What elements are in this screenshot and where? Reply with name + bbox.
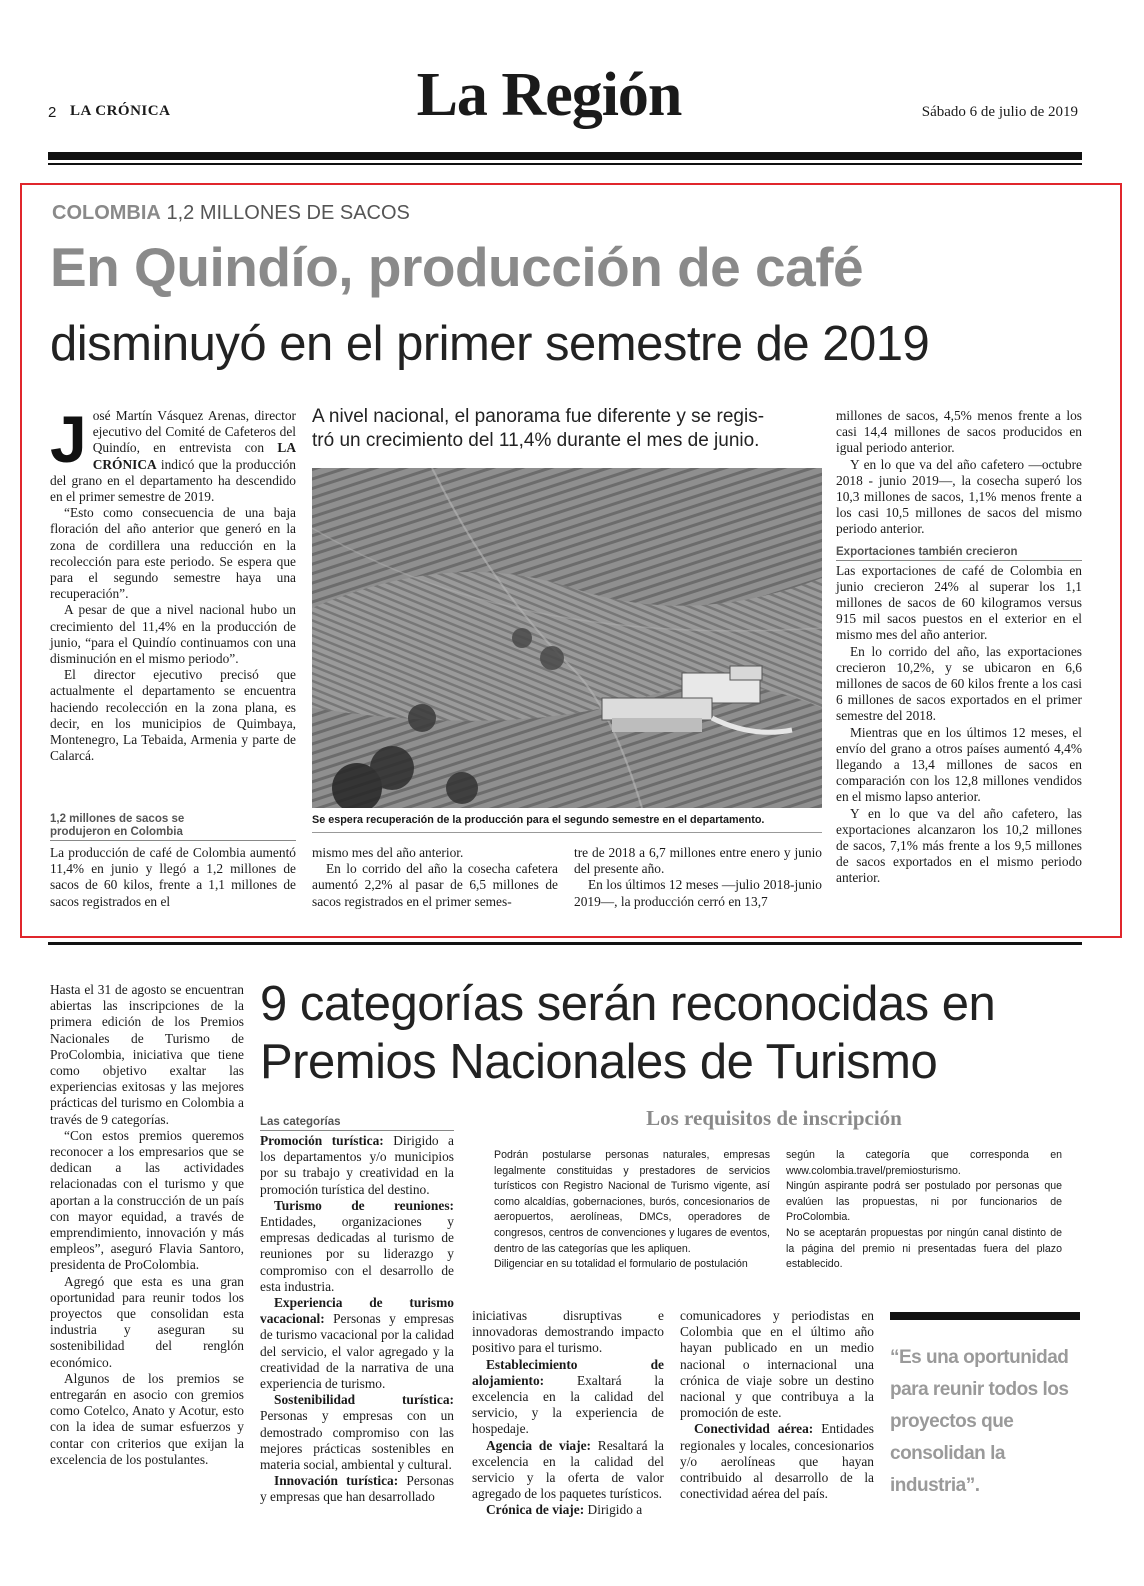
paragraph: tre de 2018 a 6,7 millones entre enero y junio del presente año. xyxy=(574,845,822,877)
category-name: Innovación turística: xyxy=(274,1473,399,1489)
article2-headline-line2: Premios Nacionales de Turismo xyxy=(260,1035,938,1089)
category-name: Sostenibilidad turística: xyxy=(274,1392,454,1408)
article1-col3 xyxy=(574,845,822,910)
header-rule-thin xyxy=(48,163,1082,165)
article2-headline xyxy=(260,975,1080,1091)
category-text: Personas y empresas con un demostrado compromiso con las mejores prácticas sostenibles en materia social, ambiental y cultural. xyxy=(260,1408,454,1473)
categories-title: Las categorías xyxy=(260,1116,454,1131)
category-name: Turismo de reuniones: xyxy=(274,1197,454,1213)
category-name: Agencia de viaje: xyxy=(486,1437,591,1453)
paragraph: mismo mes del año anterior. xyxy=(312,845,464,860)
header-rule-thick xyxy=(48,152,1082,160)
requirement: No se aceptarán propuestas por ningún canal distinto de la página del premio ni presentadas fuera del plazo establecido. xyxy=(786,1226,1062,1271)
article1-col4 xyxy=(836,408,1082,887)
category-name: Crónica de viaje: xyxy=(486,1502,585,1518)
side-quote: “Es una oportunidad para reunir todos los proyectos que consolidan la industria”. xyxy=(890,1347,1069,1496)
issue-date: Sábado 6 de julio de 2019 xyxy=(921,104,1078,120)
paragraph: iniciativas disruptivas e innovadoras demostrando impacto positivo para el turismo. xyxy=(472,1308,664,1356)
coffee-farm-photo xyxy=(312,468,822,808)
subhead-colombia xyxy=(50,813,296,843)
paragraph: El director ejecutivo precisó que actualmente el departamento se encuentra haciendo recolección en la zona plana, es decir, en los municipios de Quimbaya, Montenegro, La Tebaida, Armenia y parte de Calarcá. xyxy=(50,667,296,764)
article1-col2 xyxy=(312,845,558,910)
category-name: Establecimiento de alojamiento: xyxy=(472,1356,664,1388)
pull-quote-line2: tró un crecimiento del 11,4% durante el mes de junio. xyxy=(312,430,760,451)
category-name: Experiencia de turismo vacacional: xyxy=(260,1295,454,1327)
article1-col1 xyxy=(50,402,296,764)
paper-name: LA CRÓNICA xyxy=(70,103,171,119)
pull-quote xyxy=(312,405,822,453)
kicker-bold: COLOMBIA xyxy=(52,202,161,224)
article2-headline-line1: 9 categorías serán reconocidas en xyxy=(260,977,996,1031)
quote-rule xyxy=(890,1312,1080,1320)
subhead-line1: 1,2 millones de sacos se xyxy=(50,813,185,825)
dropcap: J xyxy=(50,402,87,476)
article2-mid-col xyxy=(472,1308,664,1519)
article2-left-col xyxy=(50,982,244,1468)
category-text: Entidades regionales y locales, concesionarios y/o aerolíneas que hayan contribuido al desarrollo de la conectividad aérea del país. xyxy=(680,1421,874,1502)
page-number: 2 xyxy=(48,104,57,121)
paragraph: “Con estos premios queremos reconocer a los empresarios que se dedican a las actividades relacionadas con el turismo y que aportan a la construcción de un país con mayor equidad, a través de emprendimiento, innovación y más empleos”, aseguró Flavia Santoro, presidenta de ProColombia. xyxy=(50,1127,244,1273)
article2-right-col xyxy=(680,1308,874,1502)
article1-kicker xyxy=(52,200,410,226)
lead-text: osé Martín Vásquez Arenas, director ejecutivo del Comité de Cafeteros del Quindío, en entrevista con xyxy=(92,408,296,456)
requirement: Ningún aspirante podrá ser postulado por personas que evalúen las propuestas, ni por funcionarios de ProColombia. xyxy=(786,1180,1062,1224)
article1-col1-bottom xyxy=(50,845,296,910)
pull-quote-line1: A nivel nacional, el panorama fue diferente y se regis- xyxy=(312,406,765,427)
category-text: Entidades, organizaciones y empresas dedicadas al turismo de reuniones por su liderazgo y compromiso con el desarrollo de esta industria. xyxy=(260,1214,454,1294)
paragraph: Y en lo que va del año cafetero —octubre 2018 - junio 2019—, la cosecha superó los 10,3 millones de sacos, 1,1% menos frente a los casi 10,5 millones de sacos del mismo periodo anterior. xyxy=(836,456,1082,537)
article1-headline-bold: En Quindío, producción de café xyxy=(50,236,864,298)
requirement: Diligenciar en su totalidad el formulario de postulación xyxy=(494,1258,748,1271)
paragraph: Las exportaciones de café de Colombia en junio crecieron 24% al superar los 1,1 millones de sacos de 60 kilogramos versus 915 mil sacos puestos en el exterior en el mismo mes del año anterior. xyxy=(836,562,1082,643)
subhead-line2: produjeron en Colombia xyxy=(50,826,183,838)
paragraph: En lo corrido del año la cosecha cafetera aumentó 2,2% al pasar de 6,5 millones de sacos registrados en el primer semes- xyxy=(312,861,558,909)
lead-paper-name: LA CRÓNICA xyxy=(92,440,296,472)
section-title: La Región xyxy=(416,61,682,129)
paragraph: Mientras que en los últimos 12 meses, el envío del grano a otros países aumentó 4,4% llegando a 13,4 millones de sacos en comparación con los 12,8 millones vendidos en el mismo lapso anterior. xyxy=(836,724,1082,805)
category-text: Resaltará la excelencia en la calidad del servicio y la oferta de valor agregado de los paquetes turísticos. xyxy=(472,1437,664,1502)
category-name: Promoción turística: xyxy=(260,1133,384,1148)
paragraph: En lo corrido del año, las exportaciones crecieron 10,2%, y se ubicaron en 6,6 millones de sacos de 60 kilos frente a los casi 6 millones de sacos exportados en el primer semestre del 2018. xyxy=(836,643,1082,724)
category-text: Dirigido a los departamentos y/o municipios por su trabajo y creatividad en la promoción turística del destino. xyxy=(260,1133,454,1197)
paragraph: La producción de café de Colombia aumentó 11,4% en junio y llegó a 1,2 millones de sacos de 60 kilos, frente a 1,1 millones de sacos registrados en el xyxy=(50,845,296,909)
lead-text-end: indicó que la producción del grano en el departamento ha descendido en el primer semestre de 2019. xyxy=(50,456,296,505)
photo-caption: Se espera recuperación de la producción para el segundo semestre en el departamento. xyxy=(312,814,765,826)
paragraph: millones de sacos, 4,5% menos frente a los casi 14,4 millones de sacos producidos en igual periodo anterior. xyxy=(836,408,1082,456)
paragraph: “Esto como consecuencia de una baja floración del año anterior que generó en la zona de cordillera una reducción en la recolección para este periodo. Se espera que para el segundo semestre haya una recuperación”. xyxy=(50,505,296,602)
category-text: Exaltará la excelencia en la calidad del servicio, y la experiencia de hospedaje. xyxy=(472,1372,664,1437)
paragraph: comunicadores y periodistas en Colombia que en el último año hayan publicado en un medio nacional o internacional una crónica de viaje sobre un destino nacional y que contribuya a la promoción de este. xyxy=(680,1308,874,1421)
subhead-exports: Exportaciones también crecieron xyxy=(836,546,1082,561)
requirements-col1 xyxy=(494,1148,770,1273)
paragraph: En los últimos 12 meses —julio 2018-junio 2019—, la producción cerró en 13,7 xyxy=(574,877,822,909)
paragraph: Hasta el 31 de agosto se encuentran abiertas las inscripciones de la primera edición de los Premios Nacionales de Turismo de ProColombia, iniciativa que tiene como objetivo exaltar las experiencias exitosas y las mejores prácticas del turismo en Colombia a través de 9 categorías. xyxy=(50,982,244,1127)
requirement: según la categoría que corresponda en www.colombia.travel/premiosturismo. xyxy=(786,1149,1062,1177)
paragraph: A pesar de que a nivel nacional hubo un crecimiento del 11,4% en la producción de junio, “para el Quindío continuamos con una disminución en el mismo periodo”. xyxy=(50,602,296,667)
caption-rule xyxy=(312,832,822,833)
paragraph: Algunos de los premios se entregarán en asocio con gremios como Cotelco, Anato y Acotur, esto con la idea de sumar esfuerzos y contar con criterios que exijan la excelencia de los postulantes. xyxy=(50,1370,244,1467)
category-text: Personas y empresas que han desarrollado xyxy=(260,1473,454,1505)
kicker-rest: 1,2 MILLONES DE SACOS xyxy=(166,202,410,224)
category-text: Personas y empresas de turismo vacacional por la calidad del servicio, el valor agregado y la creatividad de la narrativa de una experiencia de turismo. xyxy=(260,1311,454,1392)
requirement: Podrán postularse personas naturales, empresas legalmente constituidas y prestadores de servicios turísticos con Registro Nacional de Turismo vigente, así como alcaldías, gobernaciones, burós, concesionarios de aeropuertos, aerolíneas, DMCs, operadores de congresos, centros de convenciones y lugares de eventos, dentro de las categorías que les apliquen. xyxy=(494,1149,770,1255)
paragraph: Agregó que esta es una gran oportunidad para reunir todos los proyectos que consolidan esta industria y aseguran su sostenibilidad del renglón económico. xyxy=(50,1273,244,1370)
requirements-col2 xyxy=(786,1148,1062,1273)
categories-col xyxy=(260,1116,454,1506)
article1-headline-light: disminuyó en el primer semestre de 2019 xyxy=(50,317,930,371)
paragraph: Y en lo que va del año cafetero, las exportaciones alcanzaron los 10,2 millones de sacos, 7,1% más frente a los 9,5 millones de sacos exportados en el mismo periodo anterior. xyxy=(836,805,1082,886)
article-divider-rule xyxy=(48,942,1082,945)
requirements-title: Los requisitos de inscripción xyxy=(646,1106,902,1130)
category-text: Dirigido a xyxy=(587,1502,643,1518)
category-name: Conectividad aérea: xyxy=(694,1421,814,1437)
